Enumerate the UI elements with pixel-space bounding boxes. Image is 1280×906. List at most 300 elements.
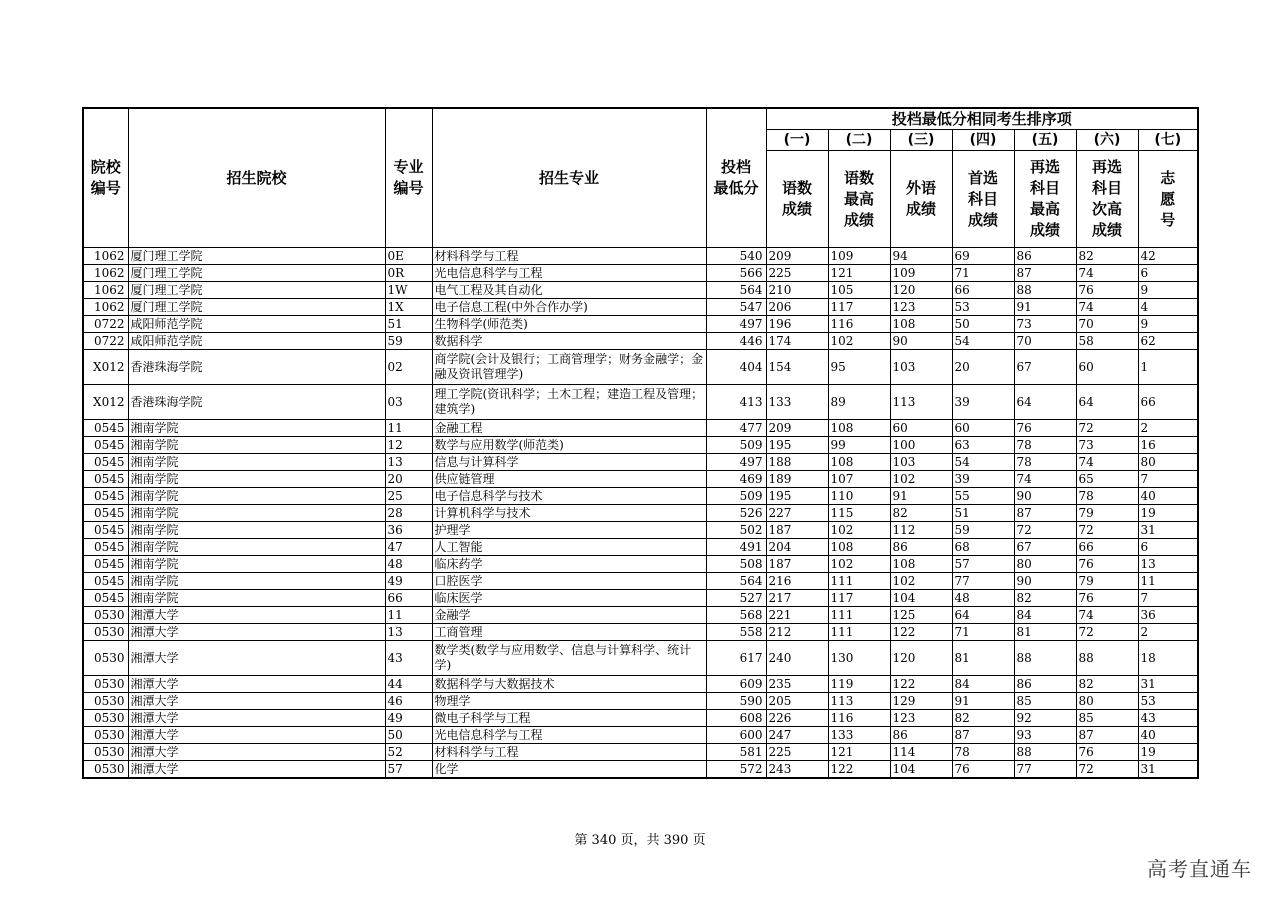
table-row	[83, 505, 1198, 522]
score-cell: 95	[828, 350, 890, 385]
major-code-cell: 1W	[385, 282, 432, 299]
score-cell: 88	[1076, 641, 1138, 676]
header-college-name: 招生院校	[128, 108, 385, 248]
score-cell: 78	[952, 744, 1014, 761]
choice-number-cell: 43	[1138, 710, 1198, 727]
score-cell: 74	[1076, 265, 1138, 282]
score-cell: 225	[766, 265, 828, 282]
score-cell: 74	[1014, 471, 1076, 488]
major-code-cell: 13	[385, 624, 432, 641]
choice-number-cell: 31	[1138, 761, 1198, 779]
major-name-cell: 材料科学与工程	[432, 744, 706, 761]
min-score-cell: 502	[706, 522, 766, 539]
table-row	[83, 761, 1198, 779]
score-cell: 59	[952, 522, 1014, 539]
college-name-cell: 厦门理工学院	[128, 282, 385, 299]
header-sub-number: (二)	[828, 130, 890, 151]
score-cell: 122	[828, 761, 890, 779]
score-cell: 115	[828, 505, 890, 522]
college-name-cell: 湘潭大学	[128, 676, 385, 693]
score-cell: 77	[1014, 761, 1076, 779]
score-cell: 78	[1014, 454, 1076, 471]
college-name-cell: 湘潭大学	[128, 693, 385, 710]
score-cell: 76	[1014, 420, 1076, 437]
score-cell: 205	[766, 693, 828, 710]
score-cell: 60	[952, 420, 1014, 437]
major-name-cell: 光电信息科学与工程	[432, 265, 706, 282]
college-name-cell: 厦门理工学院	[128, 248, 385, 265]
score-cell: 187	[766, 522, 828, 539]
table-row	[83, 539, 1198, 556]
header-sub-number: (三)	[890, 130, 952, 151]
score-cell: 72	[1076, 624, 1138, 641]
college-code-cell: 1062	[83, 299, 128, 316]
score-cell: 76	[1076, 744, 1138, 761]
choice-number-cell: 7	[1138, 471, 1198, 488]
college-name-cell: 湘潭大学	[128, 624, 385, 641]
min-score-cell: 497	[706, 454, 766, 471]
score-cell: 86	[890, 727, 952, 744]
score-cell: 54	[952, 333, 1014, 350]
college-code-cell: 0545	[83, 471, 128, 488]
score-cell: 225	[766, 744, 828, 761]
score-cell: 209	[766, 420, 828, 437]
score-cell: 85	[1076, 710, 1138, 727]
major-name-cell: 微电子科学与工程	[432, 710, 706, 727]
choice-number-cell: 31	[1138, 676, 1198, 693]
college-name-cell: 香港珠海学院	[128, 385, 385, 420]
score-cell: 84	[1014, 607, 1076, 624]
college-code-cell: 0530	[83, 624, 128, 641]
major-code-cell: 36	[385, 522, 432, 539]
score-cell: 240	[766, 641, 828, 676]
score-cell: 116	[828, 710, 890, 727]
score-cell: 86	[1014, 248, 1076, 265]
score-cell: 109	[828, 248, 890, 265]
score-cell: 122	[890, 676, 952, 693]
college-code-cell: 0545	[83, 539, 128, 556]
score-cell: 87	[952, 727, 1014, 744]
major-name-cell: 口腔医学	[432, 573, 706, 590]
college-name-cell: 厦门理工学院	[128, 265, 385, 282]
min-score-cell: 558	[706, 624, 766, 641]
table-row	[83, 385, 1198, 420]
score-cell: 66	[1076, 539, 1138, 556]
score-cell: 210	[766, 282, 828, 299]
score-cell: 247	[766, 727, 828, 744]
score-cell: 20	[952, 350, 1014, 385]
college-code-cell: 1062	[83, 265, 128, 282]
choice-number-cell: 53	[1138, 693, 1198, 710]
score-cell: 105	[828, 282, 890, 299]
table-row	[83, 624, 1198, 641]
major-name-cell: 生物科学(师范类)	[432, 316, 706, 333]
college-code-cell: 0530	[83, 710, 128, 727]
score-cell: 123	[890, 299, 952, 316]
score-cell: 85	[1014, 693, 1076, 710]
college-name-cell: 湘南学院	[128, 420, 385, 437]
score-cell: 154	[766, 350, 828, 385]
min-score-cell: 540	[706, 248, 766, 265]
table-row	[83, 727, 1198, 744]
college-name-cell: 湘南学院	[128, 590, 385, 607]
table-row	[83, 693, 1198, 710]
score-cell: 216	[766, 573, 828, 590]
score-cell: 55	[952, 488, 1014, 505]
min-score-cell: 404	[706, 350, 766, 385]
choice-number-cell: 80	[1138, 454, 1198, 471]
college-code-cell: 0722	[83, 316, 128, 333]
min-score-cell: 566	[706, 265, 766, 282]
table-row	[83, 248, 1198, 265]
choice-number-cell: 62	[1138, 333, 1198, 350]
score-cell: 91	[1014, 299, 1076, 316]
choice-number-cell: 18	[1138, 641, 1198, 676]
score-cell: 196	[766, 316, 828, 333]
min-score-cell: 497	[706, 316, 766, 333]
table-row	[83, 573, 1198, 590]
major-code-cell: 50	[385, 727, 432, 744]
score-cell: 122	[890, 624, 952, 641]
score-cell: 221	[766, 607, 828, 624]
major-code-cell: 52	[385, 744, 432, 761]
college-code-cell: 0545	[83, 454, 128, 471]
min-score-cell: 527	[706, 590, 766, 607]
choice-number-cell: 2	[1138, 624, 1198, 641]
min-score-cell: 509	[706, 437, 766, 454]
score-cell: 73	[1076, 437, 1138, 454]
score-cell: 69	[952, 248, 1014, 265]
major-code-cell: 11	[385, 607, 432, 624]
score-cell: 63	[952, 437, 1014, 454]
college-name-cell: 香港珠海学院	[128, 350, 385, 385]
major-name-cell: 数学类(数学与应用数学、信息与计算科学、统计学)	[432, 641, 706, 676]
major-name-cell: 电子信息工程(中外合作办学)	[432, 299, 706, 316]
table-row	[83, 333, 1198, 350]
score-cell: 111	[828, 573, 890, 590]
score-cell: 195	[766, 437, 828, 454]
college-name-cell: 咸阳师范学院	[128, 316, 385, 333]
score-cell: 204	[766, 539, 828, 556]
choice-number-cell: 1	[1138, 350, 1198, 385]
college-name-cell: 湘南学院	[128, 454, 385, 471]
score-cell: 72	[1076, 522, 1138, 539]
score-cell: 57	[952, 556, 1014, 573]
score-cell: 121	[828, 744, 890, 761]
score-cell: 64	[1014, 385, 1076, 420]
major-name-cell: 数据科学	[432, 333, 706, 350]
score-cell: 129	[890, 693, 952, 710]
college-name-cell: 湘南学院	[128, 488, 385, 505]
score-cell: 86	[890, 539, 952, 556]
college-name-cell: 湘潭大学	[128, 641, 385, 676]
college-name-cell: 湘潭大学	[128, 607, 385, 624]
college-code-cell: 0530	[83, 676, 128, 693]
min-score-cell: 609	[706, 676, 766, 693]
min-score-cell: 509	[706, 488, 766, 505]
score-cell: 72	[1076, 761, 1138, 779]
score-cell: 116	[828, 316, 890, 333]
choice-number-cell: 9	[1138, 282, 1198, 299]
score-cell: 90	[890, 333, 952, 350]
score-cell: 90	[1014, 488, 1076, 505]
min-score-cell: 608	[706, 710, 766, 727]
major-name-cell: 电子信息科学与技术	[432, 488, 706, 505]
major-code-cell: 03	[385, 385, 432, 420]
score-cell: 87	[1076, 727, 1138, 744]
header-sub-label: 志 愿 号	[1138, 151, 1198, 248]
score-cell: 227	[766, 505, 828, 522]
score-cell: 243	[766, 761, 828, 779]
major-name-cell: 数据科学与大数据技术	[432, 676, 706, 693]
score-cell: 120	[890, 282, 952, 299]
header-sub-label: 语数 最高 成绩	[828, 151, 890, 248]
college-name-cell: 湘南学院	[128, 471, 385, 488]
score-cell: 110	[828, 488, 890, 505]
choice-number-cell: 66	[1138, 385, 1198, 420]
score-cell: 77	[952, 573, 1014, 590]
college-name-cell: 湘南学院	[128, 505, 385, 522]
college-code-cell: 0530	[83, 641, 128, 676]
major-code-cell: 20	[385, 471, 432, 488]
college-code-cell: 0545	[83, 488, 128, 505]
college-code-cell: 0545	[83, 573, 128, 590]
score-cell: 78	[1076, 488, 1138, 505]
table-row	[83, 437, 1198, 454]
major-name-cell: 理工学院(资讯科学；土木工程；建造工程及管理；建筑学)	[432, 385, 706, 420]
major-code-cell: 28	[385, 505, 432, 522]
score-cell: 102	[828, 556, 890, 573]
score-cell: 80	[1014, 556, 1076, 573]
major-code-cell: 25	[385, 488, 432, 505]
score-cell: 84	[952, 676, 1014, 693]
major-name-cell: 人工智能	[432, 539, 706, 556]
score-cell: 79	[1076, 505, 1138, 522]
college-name-cell: 湘潭大学	[128, 710, 385, 727]
major-name-cell: 商学院(会计及银行；工商管理学；财务金融学；金融及资讯管理学)	[432, 350, 706, 385]
header-ranking-group: 投档最低分相同考生排序项	[766, 108, 1198, 130]
choice-number-cell: 40	[1138, 727, 1198, 744]
college-name-cell: 湘潭大学	[128, 744, 385, 761]
major-code-cell: 57	[385, 761, 432, 779]
table-header	[83, 108, 1198, 248]
score-cell: 133	[828, 727, 890, 744]
score-cell: 67	[1014, 350, 1076, 385]
min-score-cell: 572	[706, 761, 766, 779]
major-name-cell: 材料科学与工程	[432, 248, 706, 265]
score-cell: 82	[952, 710, 1014, 727]
min-score-cell: 564	[706, 282, 766, 299]
header-sub-number: (七)	[1138, 130, 1198, 151]
major-code-cell: 46	[385, 693, 432, 710]
table-row	[83, 471, 1198, 488]
major-code-cell: 0E	[385, 248, 432, 265]
major-code-cell: 1X	[385, 299, 432, 316]
major-name-cell: 金融工程	[432, 420, 706, 437]
table-row	[83, 556, 1198, 573]
score-cell: 104	[890, 590, 952, 607]
choice-number-cell: 31	[1138, 522, 1198, 539]
score-cell: 70	[1076, 316, 1138, 333]
college-name-cell: 湘南学院	[128, 539, 385, 556]
score-cell: 100	[890, 437, 952, 454]
score-cell: 91	[952, 693, 1014, 710]
score-cell: 74	[1076, 299, 1138, 316]
major-code-cell: 51	[385, 316, 432, 333]
table-body	[83, 248, 1198, 779]
score-cell: 217	[766, 590, 828, 607]
score-cell: 50	[952, 316, 1014, 333]
score-cell: 60	[1076, 350, 1138, 385]
score-cell: 54	[952, 454, 1014, 471]
score-cell: 103	[890, 350, 952, 385]
college-name-cell: 湘南学院	[128, 522, 385, 539]
header-major-code: 专业 编号	[385, 108, 432, 248]
score-cell: 187	[766, 556, 828, 573]
score-cell: 74	[1076, 454, 1138, 471]
table-row	[83, 316, 1198, 333]
score-cell: 108	[828, 420, 890, 437]
score-cell: 102	[828, 333, 890, 350]
header-college-code: 院校 编号	[83, 108, 128, 248]
score-cell: 89	[828, 385, 890, 420]
header-sub-number: (四)	[952, 130, 1014, 151]
major-name-cell: 护理学	[432, 522, 706, 539]
choice-number-cell: 36	[1138, 607, 1198, 624]
score-cell: 108	[890, 556, 952, 573]
college-code-cell: 0545	[83, 420, 128, 437]
header-sub-number: (五)	[1014, 130, 1076, 151]
score-cell: 82	[890, 505, 952, 522]
choice-number-cell: 42	[1138, 248, 1198, 265]
choice-number-cell: 6	[1138, 539, 1198, 556]
score-cell: 117	[828, 590, 890, 607]
score-cell: 94	[890, 248, 952, 265]
table-row	[83, 420, 1198, 437]
score-cell: 102	[890, 471, 952, 488]
choice-number-cell: 9	[1138, 316, 1198, 333]
header-sub-number: (六)	[1076, 130, 1138, 151]
major-code-cell: 02	[385, 350, 432, 385]
table-row	[83, 744, 1198, 761]
college-name-cell: 湘潭大学	[128, 761, 385, 779]
score-cell: 65	[1076, 471, 1138, 488]
header-sub-label: 再选 科目 最高 成绩	[1014, 151, 1076, 248]
score-cell: 195	[766, 488, 828, 505]
college-name-cell: 湘南学院	[128, 573, 385, 590]
college-code-cell: 1062	[83, 282, 128, 299]
min-score-cell: 590	[706, 693, 766, 710]
major-code-cell: 66	[385, 590, 432, 607]
major-code-cell: 44	[385, 676, 432, 693]
score-cell: 58	[1076, 333, 1138, 350]
score-cell: 111	[828, 607, 890, 624]
score-cell: 86	[1014, 676, 1076, 693]
score-cell: 206	[766, 299, 828, 316]
score-cell: 209	[766, 248, 828, 265]
min-score-cell: 446	[706, 333, 766, 350]
college-code-cell: 0530	[83, 744, 128, 761]
score-cell: 76	[1076, 556, 1138, 573]
college-code-cell: 0545	[83, 437, 128, 454]
score-cell: 235	[766, 676, 828, 693]
table-row	[83, 350, 1198, 385]
header-min-score: 投档 最低分	[706, 108, 766, 248]
min-score-cell: 547	[706, 299, 766, 316]
major-name-cell: 电气工程及其自动化	[432, 282, 706, 299]
score-cell: 64	[952, 607, 1014, 624]
score-cell: 53	[952, 299, 1014, 316]
college-code-cell: X012	[83, 385, 128, 420]
score-cell: 113	[890, 385, 952, 420]
header-sub-label: 外语 成绩	[890, 151, 952, 248]
min-score-cell: 600	[706, 727, 766, 744]
score-cell: 82	[1076, 248, 1138, 265]
score-cell: 107	[828, 471, 890, 488]
score-cell: 120	[890, 641, 952, 676]
table-row	[83, 522, 1198, 539]
major-code-cell: 48	[385, 556, 432, 573]
major-name-cell: 光电信息科学与工程	[432, 727, 706, 744]
min-score-cell: 526	[706, 505, 766, 522]
major-code-cell: 43	[385, 641, 432, 676]
min-score-cell: 568	[706, 607, 766, 624]
score-cell: 102	[828, 522, 890, 539]
score-cell: 92	[1014, 710, 1076, 727]
score-cell: 76	[1076, 282, 1138, 299]
college-name-cell: 湘潭大学	[128, 727, 385, 744]
score-cell: 117	[828, 299, 890, 316]
major-name-cell: 工商管理	[432, 624, 706, 641]
score-cell: 88	[1014, 744, 1076, 761]
college-name-cell: 咸阳师范学院	[128, 333, 385, 350]
min-score-cell: 564	[706, 573, 766, 590]
choice-number-cell: 40	[1138, 488, 1198, 505]
watermark-text: 高考直通车	[1147, 857, 1252, 881]
college-name-cell: 湘南学院	[128, 556, 385, 573]
score-cell: 81	[1014, 624, 1076, 641]
table-row	[83, 488, 1198, 505]
score-cell: 212	[766, 624, 828, 641]
score-cell: 39	[952, 385, 1014, 420]
score-cell: 72	[1076, 420, 1138, 437]
min-score-cell: 491	[706, 539, 766, 556]
major-code-cell: 13	[385, 454, 432, 471]
major-code-cell: 11	[385, 420, 432, 437]
score-cell: 108	[890, 316, 952, 333]
choice-number-cell: 4	[1138, 299, 1198, 316]
table-row	[83, 299, 1198, 316]
score-cell: 80	[1076, 693, 1138, 710]
score-cell: 66	[952, 282, 1014, 299]
score-cell: 82	[1076, 676, 1138, 693]
major-name-cell: 信息与计算科学	[432, 454, 706, 471]
score-cell: 102	[890, 573, 952, 590]
score-cell: 108	[828, 454, 890, 471]
score-cell: 123	[890, 710, 952, 727]
choice-number-cell: 16	[1138, 437, 1198, 454]
score-cell: 76	[952, 761, 1014, 779]
college-code-cell: 0530	[83, 727, 128, 744]
score-cell: 67	[1014, 539, 1076, 556]
score-cell: 64	[1076, 385, 1138, 420]
major-name-cell: 物理学	[432, 693, 706, 710]
score-cell: 104	[890, 761, 952, 779]
score-cell: 113	[828, 693, 890, 710]
major-name-cell: 临床药学	[432, 556, 706, 573]
score-cell: 188	[766, 454, 828, 471]
score-cell: 87	[1014, 505, 1076, 522]
